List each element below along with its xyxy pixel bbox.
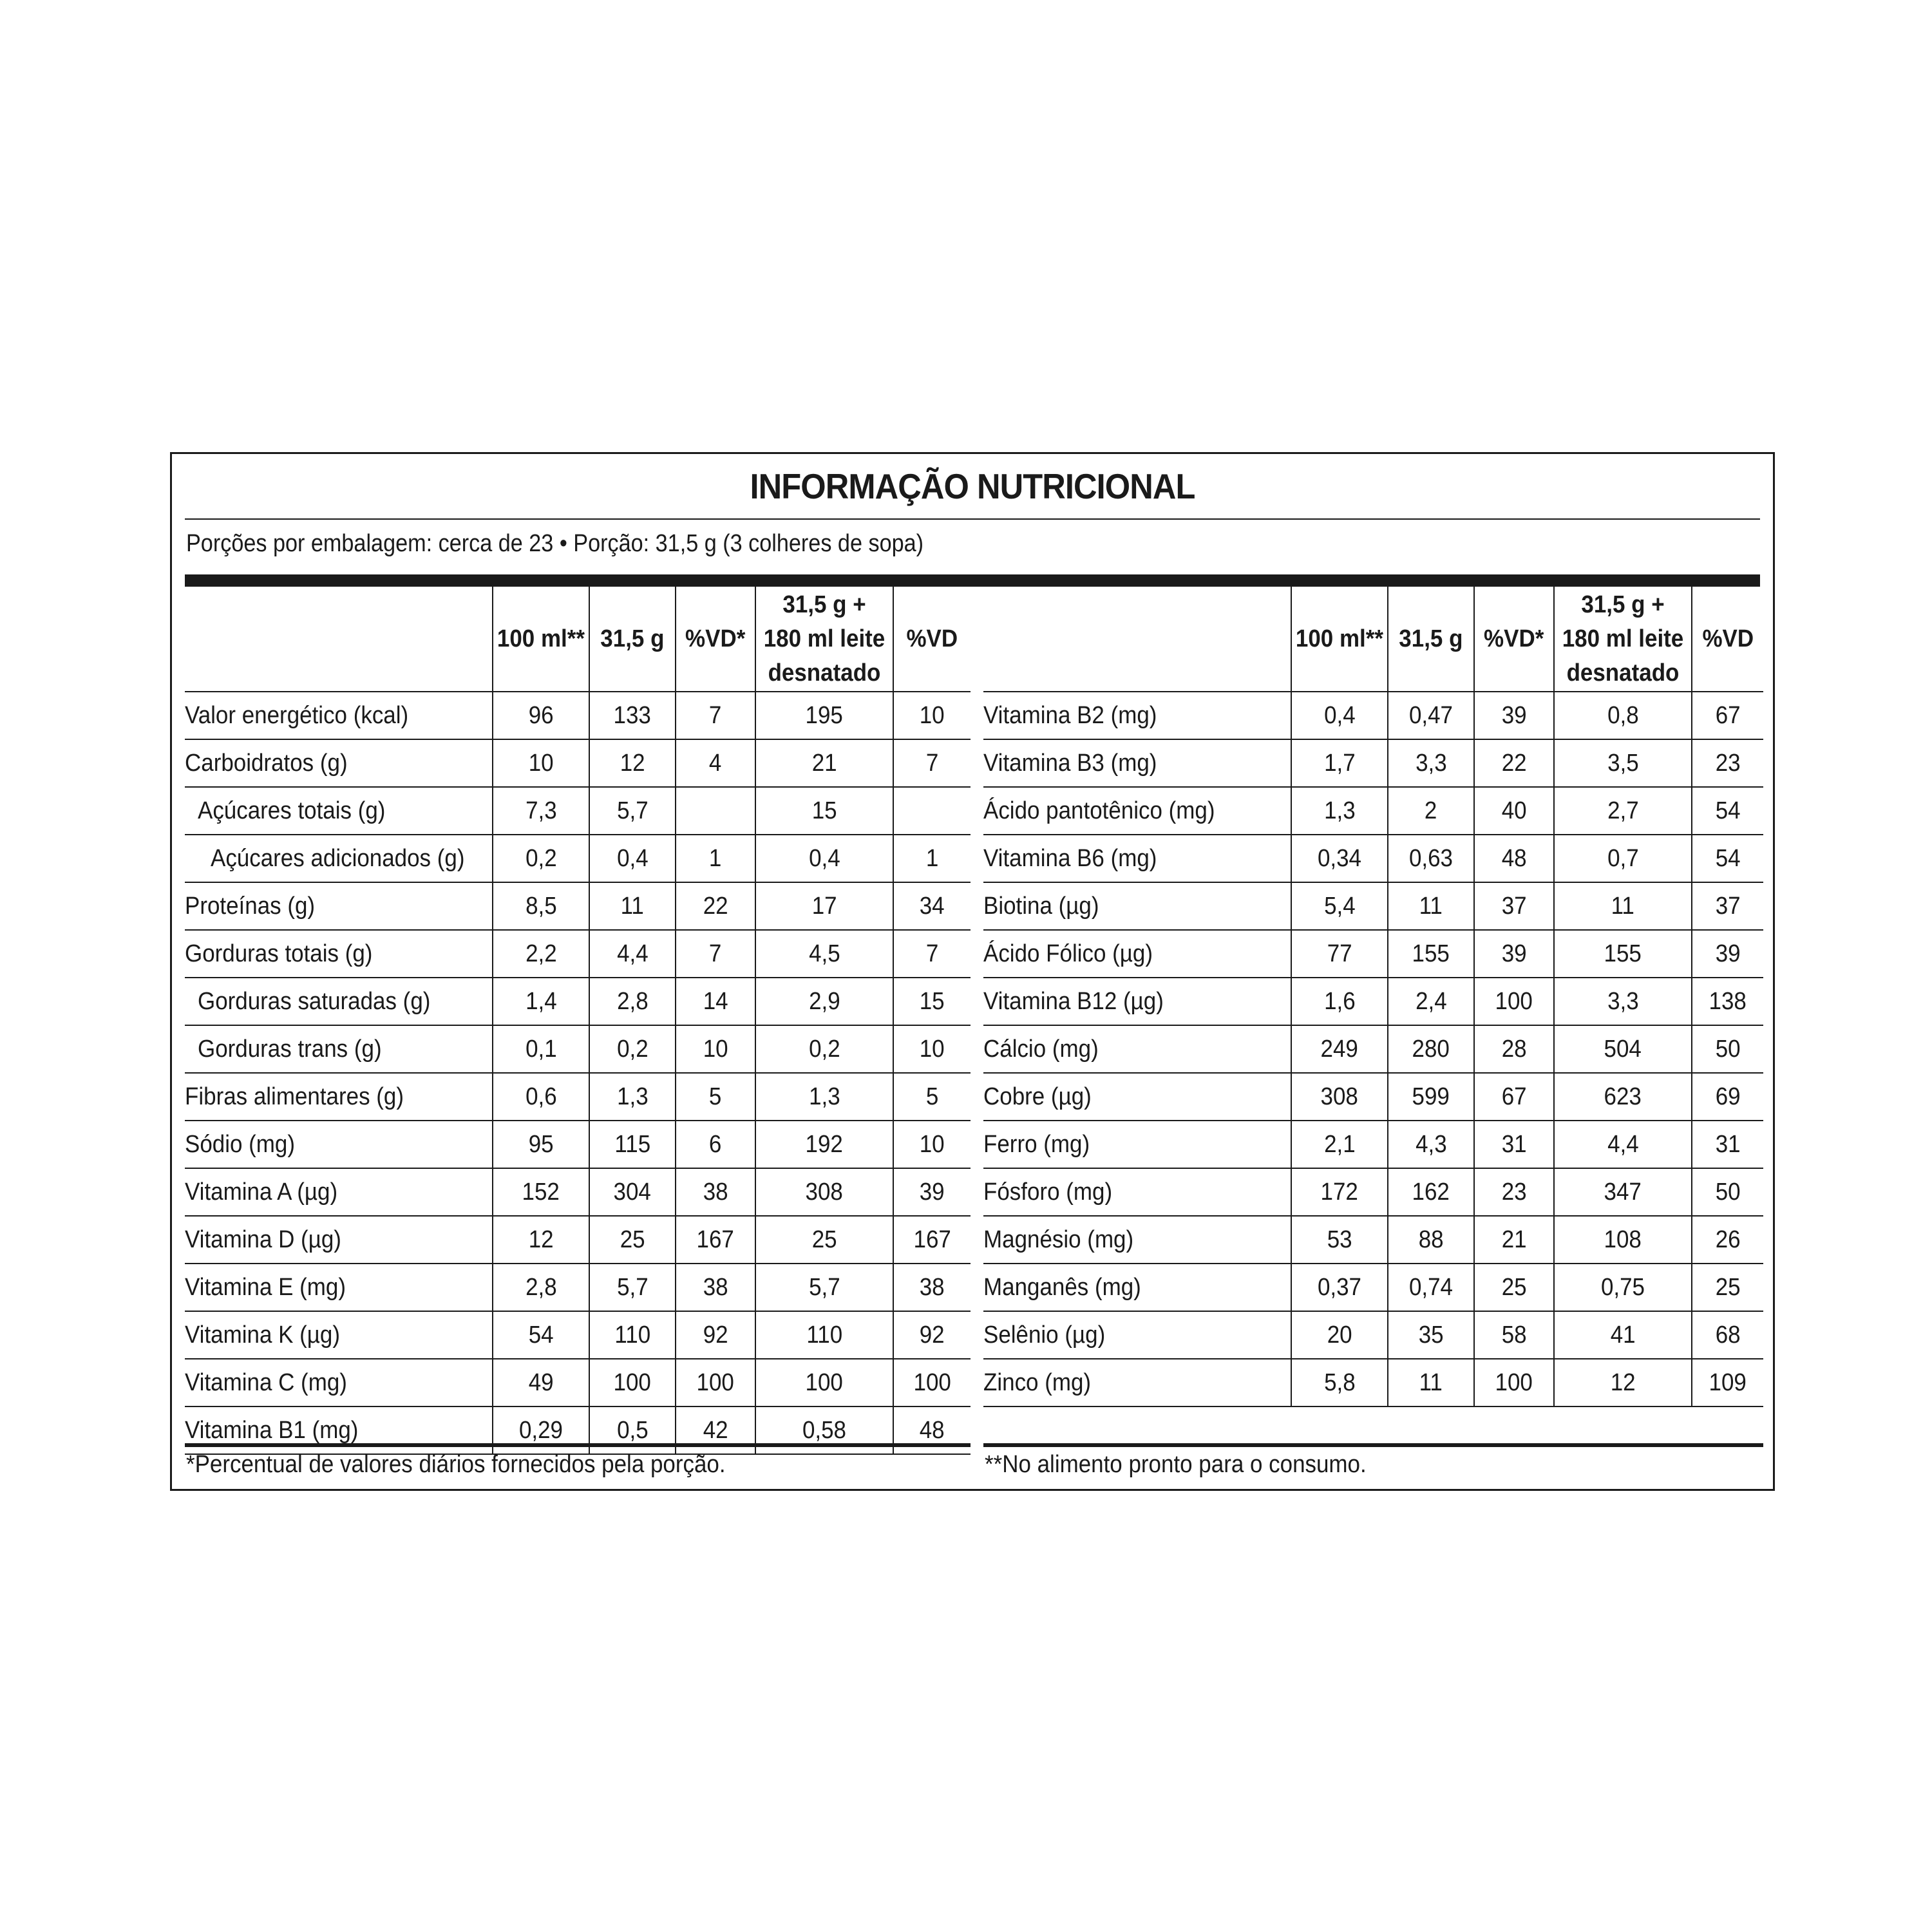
value-portion-with-milk: 504	[1554, 1025, 1692, 1073]
column-header-portion-with-milk: 31,5 g + 180 ml leite desnatado	[1554, 587, 1692, 692]
value-portion: 0,4	[589, 835, 676, 882]
value-100ml: 0,29	[493, 1406, 589, 1454]
value-portion: 0,2	[589, 1025, 676, 1073]
table-row	[983, 1121, 1763, 1168]
table-row	[983, 1311, 1763, 1359]
value-vd-with-milk: 37	[1692, 882, 1763, 930]
value-vd-with-milk: 5	[893, 1073, 971, 1121]
value-vd: 58	[1474, 1311, 1554, 1359]
nutrition-facts-label	[170, 452, 1775, 1491]
value-portion: 11	[1388, 1359, 1474, 1406]
table-row	[185, 1073, 971, 1121]
value-vd-with-milk	[893, 787, 971, 835]
value-100ml: 8,5	[493, 882, 589, 930]
nutrition-table-left	[185, 587, 971, 1455]
nutrient-name: Fósforo (mg)	[983, 1168, 1291, 1216]
value-portion-with-milk: 2,9	[755, 978, 893, 1025]
value-vd: 39	[1474, 692, 1554, 739]
value-vd: 25	[1474, 1264, 1554, 1311]
table-row	[983, 930, 1763, 978]
value-100ml: 0,2	[493, 835, 589, 882]
table-row	[983, 739, 1763, 787]
value-vd: 92	[676, 1311, 755, 1359]
value-portion-with-milk: 0,8	[1554, 692, 1692, 739]
value-vd-with-milk: 39	[1692, 930, 1763, 978]
table-row	[185, 787, 971, 835]
column-header-portion-with-milk: 31,5 g + 180 ml leite desnatado	[755, 587, 893, 692]
value-100ml: 0,1	[493, 1025, 589, 1073]
value-100ml: 249	[1291, 1025, 1388, 1073]
value-vd: 40	[1474, 787, 1554, 835]
value-vd: 38	[676, 1168, 755, 1216]
table-row	[185, 1264, 971, 1311]
value-vd: 31	[1474, 1121, 1554, 1168]
value-vd-with-milk: 1	[893, 835, 971, 882]
value-100ml: 0,4	[1291, 692, 1388, 739]
table-row	[983, 835, 1763, 882]
value-portion-with-milk: 623	[1554, 1073, 1692, 1121]
value-100ml: 2,2	[493, 930, 589, 978]
value-100ml: 308	[1291, 1073, 1388, 1121]
nutrient-name: Selênio (µg)	[983, 1311, 1291, 1359]
value-vd-with-milk: 15	[893, 978, 971, 1025]
table-header-row	[185, 587, 971, 692]
value-100ml: 2,8	[493, 1264, 589, 1311]
value-vd: 5	[676, 1073, 755, 1121]
value-portion: 2,8	[589, 978, 676, 1025]
value-vd-with-milk: 38	[893, 1264, 971, 1311]
value-portion: 1,3	[589, 1073, 676, 1121]
value-portion-with-milk: 15	[755, 787, 893, 835]
value-vd-with-milk: 10	[893, 1121, 971, 1168]
value-portion-with-milk: 0,58	[755, 1406, 893, 1454]
table-row	[185, 1311, 971, 1359]
header-thick-divider	[185, 574, 1760, 587]
nutrient-name: Vitamina B1 (mg)	[185, 1406, 493, 1454]
table-row	[185, 1359, 971, 1406]
value-portion: 88	[1388, 1216, 1474, 1264]
value-portion-with-milk: 308	[755, 1168, 893, 1216]
value-portion: 0,47	[1388, 692, 1474, 739]
value-vd: 7	[676, 930, 755, 978]
value-vd: 10	[676, 1025, 755, 1073]
value-portion-with-milk: 0,75	[1554, 1264, 1692, 1311]
nutrient-name: Vitamina D (µg)	[185, 1216, 493, 1264]
column-header-vd-with-milk: %VD	[893, 587, 971, 692]
value-vd-with-milk: 7	[893, 930, 971, 978]
table-row	[185, 1216, 971, 1264]
value-vd-with-milk: 50	[1692, 1025, 1763, 1073]
value-vd: 22	[676, 882, 755, 930]
column-header-100ml: 100 ml**	[493, 587, 589, 692]
nutrient-name: Vitamina B3 (mg)	[983, 739, 1291, 787]
value-portion-with-milk: 12	[1554, 1359, 1692, 1406]
value-portion: 100	[589, 1359, 676, 1406]
value-vd-with-milk: 54	[1692, 835, 1763, 882]
value-portion-with-milk: 0,7	[1554, 835, 1692, 882]
table-row	[983, 787, 1763, 835]
value-100ml: 1,7	[1291, 739, 1388, 787]
nutrient-name: Açúcares totais (g)	[185, 787, 493, 835]
table-row	[983, 692, 1763, 739]
table-row	[185, 930, 971, 978]
column-header-vd-with-milk: %VD	[1692, 587, 1763, 692]
table-row	[185, 739, 971, 787]
nutrient-column-header	[185, 587, 493, 692]
value-100ml: 7,3	[493, 787, 589, 835]
value-portion-with-milk: 108	[1554, 1216, 1692, 1264]
value-100ml: 0,6	[493, 1073, 589, 1121]
value-vd: 100	[1474, 1359, 1554, 1406]
value-vd-with-milk: 54	[1692, 787, 1763, 835]
table-header-row	[983, 587, 1763, 692]
value-vd: 100	[1474, 978, 1554, 1025]
table-row	[983, 1025, 1763, 1073]
table-row	[185, 882, 971, 930]
table-row	[185, 692, 971, 739]
nutrient-name: Vitamina C (mg)	[185, 1359, 493, 1406]
value-100ml: 172	[1291, 1168, 1388, 1216]
title-divider	[185, 518, 1760, 520]
value-portion-with-milk: 25	[755, 1216, 893, 1264]
value-portion: 11	[1388, 882, 1474, 930]
value-portion-with-milk: 3,5	[1554, 739, 1692, 787]
value-portion-with-milk: 0,2	[755, 1025, 893, 1073]
nutrient-name: Valor energético (kcal)	[185, 692, 493, 739]
value-portion: 4,3	[1388, 1121, 1474, 1168]
value-100ml: 1,4	[493, 978, 589, 1025]
value-100ml: 53	[1291, 1216, 1388, 1264]
column-header-portion: 31,5 g	[1388, 587, 1474, 692]
value-vd-with-milk: 23	[1692, 739, 1763, 787]
table-row	[185, 1168, 971, 1216]
value-portion: 4,4	[589, 930, 676, 978]
value-portion-with-milk: 4,5	[755, 930, 893, 978]
value-vd-with-milk: 31	[1692, 1121, 1763, 1168]
value-portion: 5,7	[589, 787, 676, 835]
value-vd: 100	[676, 1359, 755, 1406]
nutrient-name: Vitamina K (µg)	[185, 1311, 493, 1359]
value-100ml: 10	[493, 739, 589, 787]
value-portion: 115	[589, 1121, 676, 1168]
value-vd: 4	[676, 739, 755, 787]
value-vd: 7	[676, 692, 755, 739]
value-portion-with-milk: 155	[1554, 930, 1692, 978]
value-100ml: 1,3	[1291, 787, 1388, 835]
nutrient-name: Gorduras trans (g)	[185, 1025, 493, 1073]
value-vd-with-milk: 67	[1692, 692, 1763, 739]
value-vd: 1	[676, 835, 755, 882]
value-portion: 12	[589, 739, 676, 787]
table-row	[983, 1264, 1763, 1311]
footnote-ready-to-consume: **No alimento pronto para o consumo.	[985, 1451, 1367, 1478]
nutrient-name: Gorduras saturadas (g)	[185, 978, 493, 1025]
value-portion-with-milk: 5,7	[755, 1264, 893, 1311]
nutrient-name: Cálcio (mg)	[983, 1025, 1291, 1073]
value-portion-with-milk: 2,7	[1554, 787, 1692, 835]
value-vd-with-milk: 68	[1692, 1311, 1763, 1359]
value-portion: 2	[1388, 787, 1474, 835]
value-vd: 28	[1474, 1025, 1554, 1073]
value-portion-with-milk: 17	[755, 882, 893, 930]
label-title: INFORMAÇÃO NUTRICIONAL	[750, 466, 1195, 506]
value-portion-with-milk: 110	[755, 1311, 893, 1359]
value-100ml: 12	[493, 1216, 589, 1264]
nutrient-name: Ácido Fólico (µg)	[983, 930, 1291, 978]
value-portion-with-milk: 100	[755, 1359, 893, 1406]
value-portion: 3,3	[1388, 739, 1474, 787]
column-header-vd: %VD*	[676, 587, 755, 692]
serving-info: Porções por embalagem: cerca de 23 • Porção: 31,5 g (3 colheres de sopa)	[186, 530, 924, 557]
value-portion-with-milk: 347	[1554, 1168, 1692, 1216]
nutrient-name: Carboidratos (g)	[185, 739, 493, 787]
value-portion-with-milk: 195	[755, 692, 893, 739]
table-row	[983, 978, 1763, 1025]
value-portion: 110	[589, 1311, 676, 1359]
value-vd-with-milk: 92	[893, 1311, 971, 1359]
value-portion-with-milk: 1,3	[755, 1073, 893, 1121]
value-vd-with-milk: 26	[1692, 1216, 1763, 1264]
value-portion-with-milk: 192	[755, 1121, 893, 1168]
table-row	[983, 882, 1763, 930]
value-vd-with-milk: 69	[1692, 1073, 1763, 1121]
value-100ml: 2,1	[1291, 1121, 1388, 1168]
value-vd: 6	[676, 1121, 755, 1168]
value-100ml: 152	[493, 1168, 589, 1216]
value-vd: 38	[676, 1264, 755, 1311]
value-vd: 37	[1474, 882, 1554, 930]
nutrient-name: Cobre (µg)	[983, 1073, 1291, 1121]
value-vd	[676, 787, 755, 835]
value-portion: 5,7	[589, 1264, 676, 1311]
value-vd: 42	[676, 1406, 755, 1454]
nutrient-name: Biotina (µg)	[983, 882, 1291, 930]
value-vd-with-milk: 10	[893, 692, 971, 739]
value-portion: 162	[1388, 1168, 1474, 1216]
value-vd: 14	[676, 978, 755, 1025]
value-100ml: 5,8	[1291, 1359, 1388, 1406]
nutrient-column-header	[983, 587, 1291, 692]
table-row	[185, 1121, 971, 1168]
value-portion: 133	[589, 692, 676, 739]
value-portion-with-milk: 21	[755, 739, 893, 787]
nutrient-name: Zinco (mg)	[983, 1359, 1291, 1406]
value-portion-with-milk: 0,4	[755, 835, 893, 882]
value-portion: 35	[1388, 1311, 1474, 1359]
value-portion: 304	[589, 1168, 676, 1216]
value-portion-with-milk: 11	[1554, 882, 1692, 930]
value-portion: 0,5	[589, 1406, 676, 1454]
nutrient-name: Manganês (mg)	[983, 1264, 1291, 1311]
value-vd-with-milk: 39	[893, 1168, 971, 1216]
value-portion: 280	[1388, 1025, 1474, 1073]
value-vd: 23	[1474, 1168, 1554, 1216]
value-vd-with-milk: 34	[893, 882, 971, 930]
column-header-portion: 31,5 g	[589, 587, 676, 692]
value-portion: 155	[1388, 930, 1474, 978]
value-vd: 22	[1474, 739, 1554, 787]
value-100ml: 77	[1291, 930, 1388, 978]
footnote-daily-values: *Percentual de valores diários fornecidos pela porção.	[186, 1451, 726, 1478]
footer-divider-left	[185, 1443, 971, 1447]
value-portion: 11	[589, 882, 676, 930]
nutrient-name: Proteínas (g)	[185, 882, 493, 930]
column-header-vd: %VD*	[1474, 587, 1554, 692]
value-vd-with-milk: 50	[1692, 1168, 1763, 1216]
value-100ml: 20	[1291, 1311, 1388, 1359]
nutrient-name: Vitamina B2 (mg)	[983, 692, 1291, 739]
value-vd: 67	[1474, 1073, 1554, 1121]
value-100ml: 0,37	[1291, 1264, 1388, 1311]
table-row	[185, 978, 971, 1025]
column-header-100ml: 100 ml**	[1291, 587, 1388, 692]
nutrient-name: Sódio (mg)	[185, 1121, 493, 1168]
table-row	[983, 1073, 1763, 1121]
value-vd-with-milk: 7	[893, 739, 971, 787]
nutrient-name: Fibras alimentares (g)	[185, 1073, 493, 1121]
value-portion: 0,63	[1388, 835, 1474, 882]
value-portion: 2,4	[1388, 978, 1474, 1025]
value-100ml: 1,6	[1291, 978, 1388, 1025]
value-vd: 167	[676, 1216, 755, 1264]
value-vd-with-milk: 10	[893, 1025, 971, 1073]
nutrient-name: Vitamina B12 (µg)	[983, 978, 1291, 1025]
value-vd-with-milk: 109	[1692, 1359, 1763, 1406]
nutrient-name: Ácido pantotênico (mg)	[983, 787, 1291, 835]
value-100ml: 0,34	[1291, 835, 1388, 882]
value-vd-with-milk: 138	[1692, 978, 1763, 1025]
value-vd: 48	[1474, 835, 1554, 882]
nutrient-name: Vitamina B6 (mg)	[983, 835, 1291, 882]
value-vd-with-milk: 100	[893, 1359, 971, 1406]
nutrient-name: Vitamina A (µg)	[185, 1168, 493, 1216]
nutrient-name: Gorduras totais (g)	[185, 930, 493, 978]
footer-divider-right	[983, 1443, 1763, 1447]
table-row	[185, 835, 971, 882]
value-100ml: 96	[493, 692, 589, 739]
nutrient-name: Magnésio (mg)	[983, 1216, 1291, 1264]
value-vd: 21	[1474, 1216, 1554, 1264]
value-100ml: 54	[493, 1311, 589, 1359]
table-row	[983, 1359, 1763, 1406]
value-portion-with-milk: 3,3	[1554, 978, 1692, 1025]
table-row	[983, 1168, 1763, 1216]
nutrient-name: Açúcares adicionados (g)	[185, 835, 493, 882]
value-portion-with-milk: 4,4	[1554, 1121, 1692, 1168]
value-portion: 599	[1388, 1073, 1474, 1121]
table-row	[185, 1025, 971, 1073]
value-vd-with-milk: 25	[1692, 1264, 1763, 1311]
nutrient-name: Ferro (mg)	[983, 1121, 1291, 1168]
nutrition-table-right	[983, 587, 1763, 1407]
value-100ml: 95	[493, 1121, 589, 1168]
value-vd: 39	[1474, 930, 1554, 978]
value-portion: 0,74	[1388, 1264, 1474, 1311]
value-100ml: 5,4	[1291, 882, 1388, 930]
value-vd-with-milk: 167	[893, 1216, 971, 1264]
nutrient-name: Vitamina E (mg)	[185, 1264, 493, 1311]
value-vd-with-milk: 48	[893, 1406, 971, 1454]
value-portion: 25	[589, 1216, 676, 1264]
value-100ml: 49	[493, 1359, 589, 1406]
table-row	[983, 1216, 1763, 1264]
value-portion-with-milk: 41	[1554, 1311, 1692, 1359]
